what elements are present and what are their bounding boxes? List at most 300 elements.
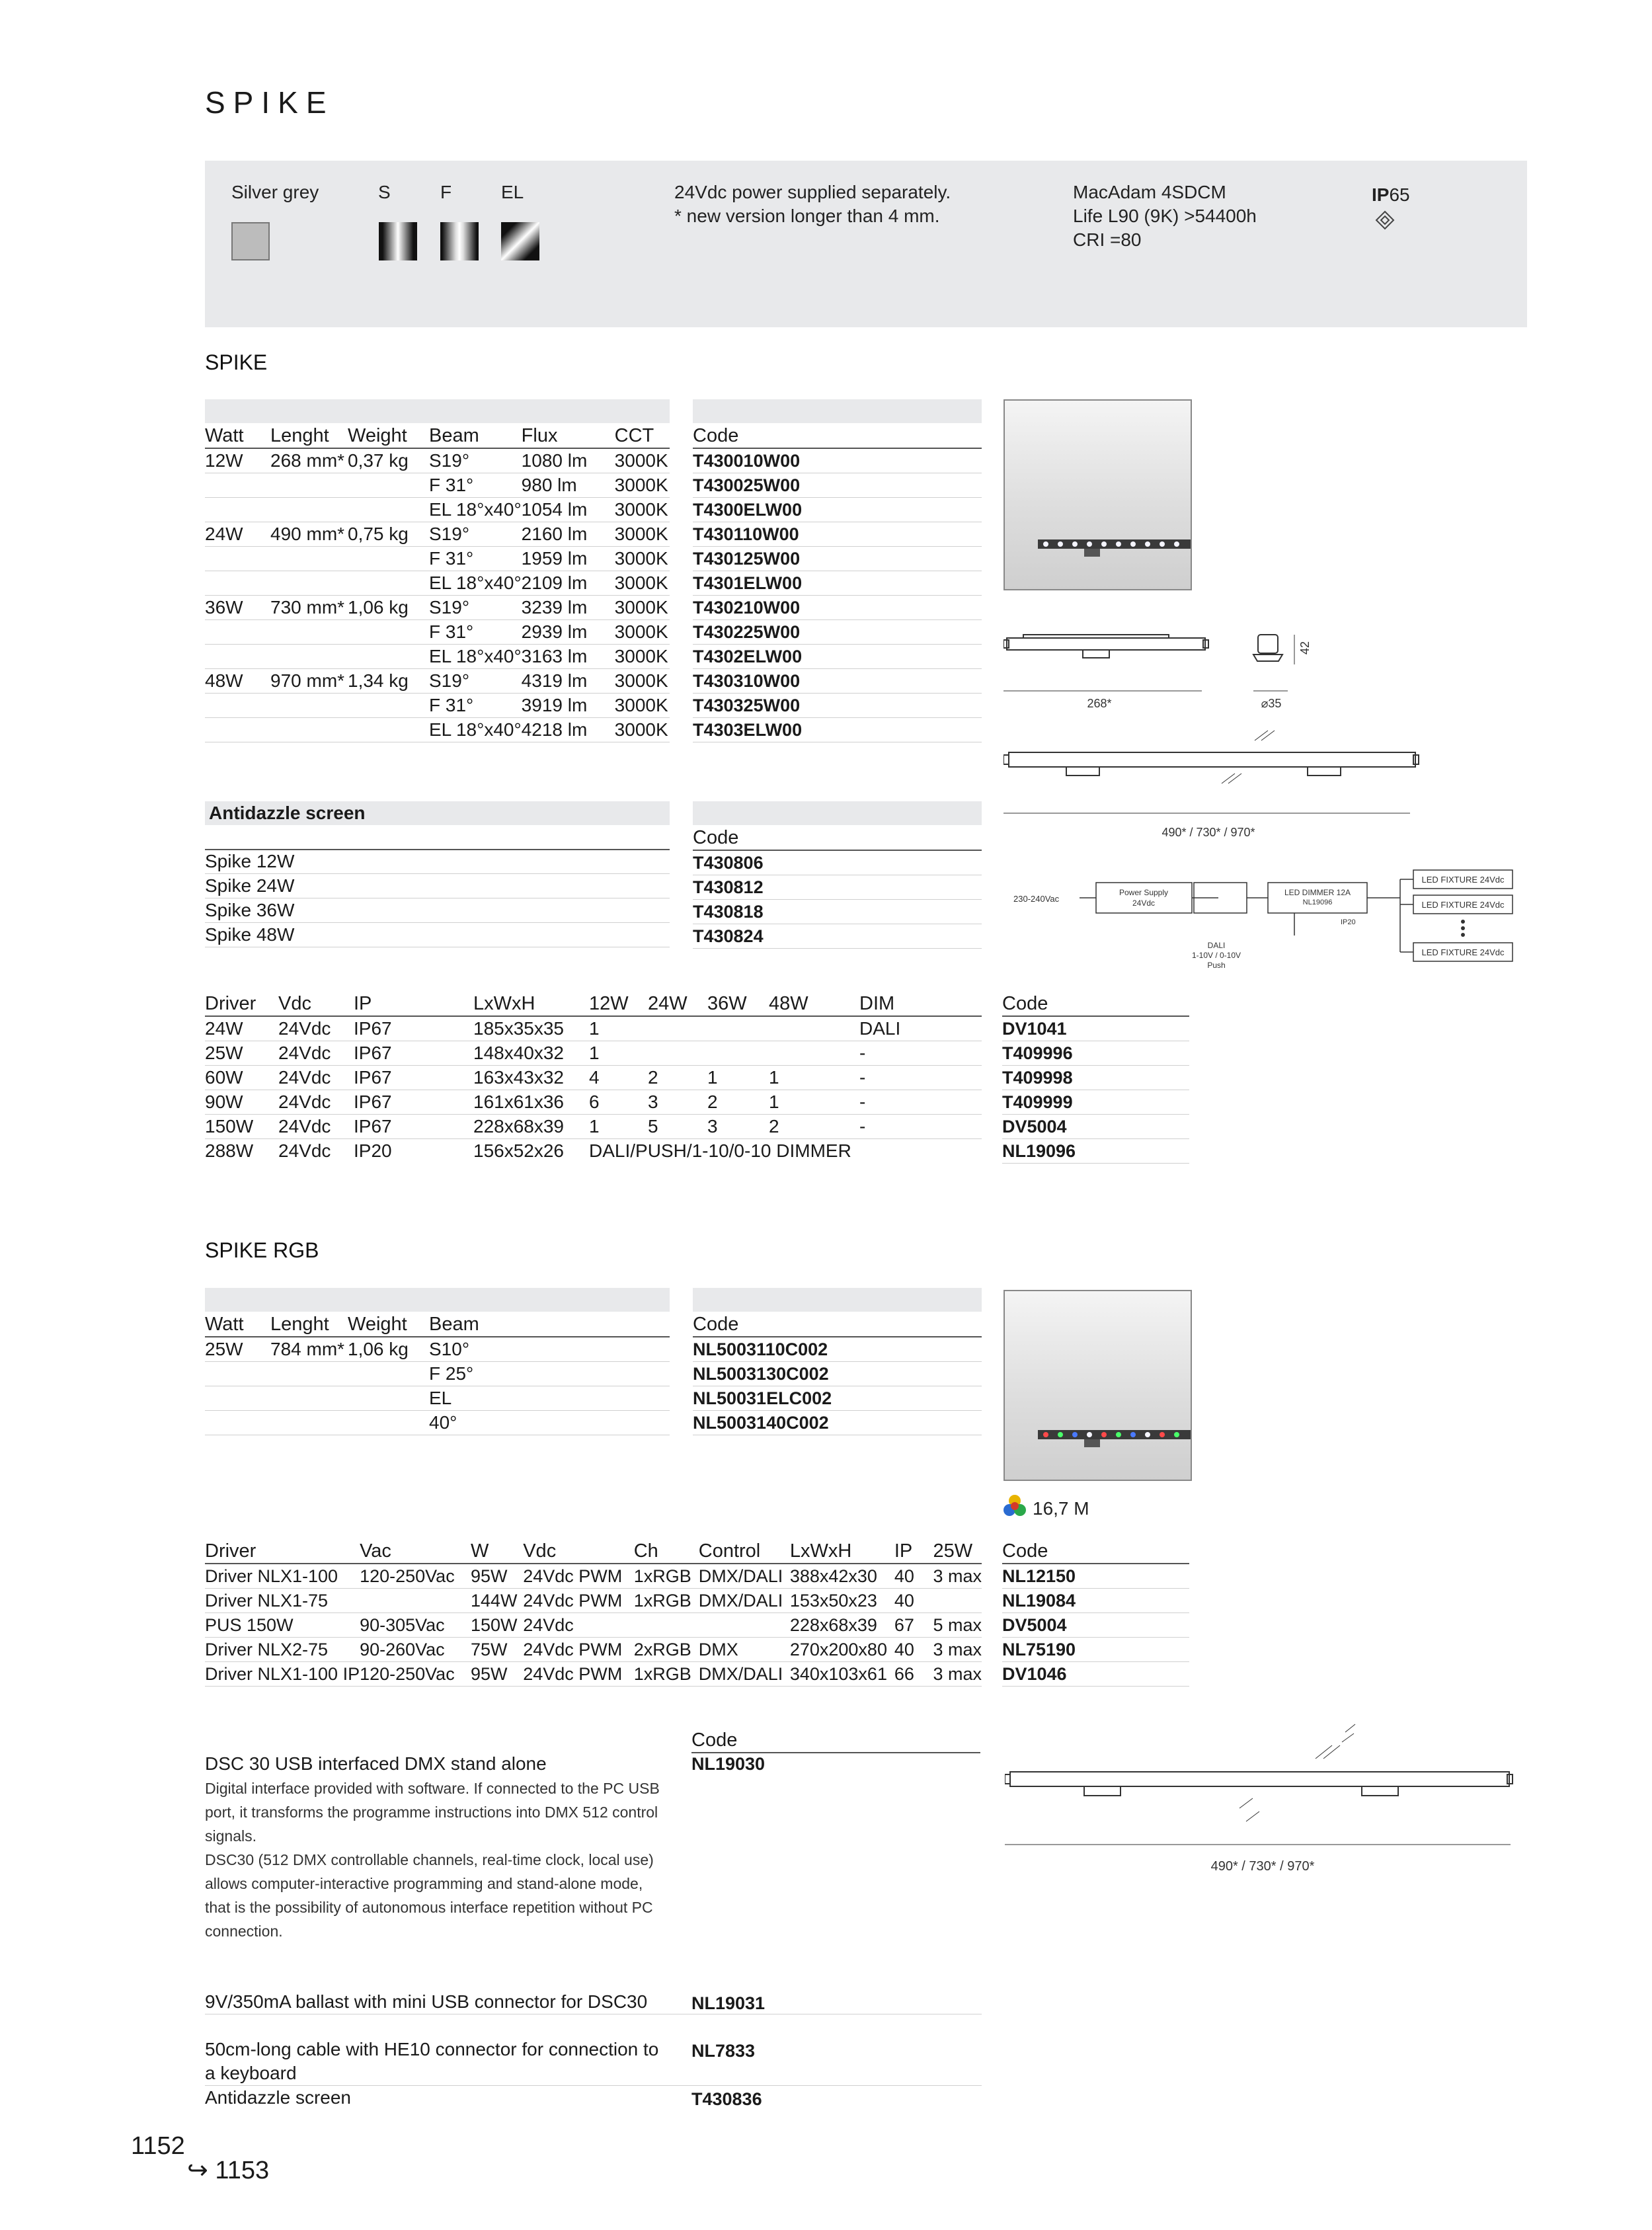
table-cell: 1 <box>589 1115 648 1139</box>
rgb-col-driver: Driver <box>205 1539 360 1564</box>
table-cell: 3 max <box>933 1638 982 1662</box>
table-row <box>205 850 670 874</box>
table-cell: EL <box>429 1386 670 1411</box>
antidazzle-bar <box>205 801 670 825</box>
table-cell: 1,34 kg <box>348 669 429 694</box>
table-cell: F 31° <box>429 473 522 498</box>
table-row <box>205 1613 982 1638</box>
rgb-heading: SPIKE RGB <box>205 1238 319 1262</box>
table-cell: F 31° <box>429 694 522 718</box>
power-line-2: * new version longer than 4 mm. <box>674 206 940 226</box>
code-row <box>693 522 982 547</box>
spike-fixture-image <box>1005 401 1191 589</box>
table-cell: S19° <box>429 522 522 547</box>
dim-35: ⌀35 <box>1261 697 1282 710</box>
led-dot <box>1145 1432 1150 1437</box>
table-cell: 3 max <box>933 1564 982 1589</box>
product-code: T4302ELW00 <box>693 645 982 669</box>
table-cell: 268 mm* <box>270 448 348 473</box>
cable-row <box>205 2038 982 2086</box>
table-cell <box>270 571 348 596</box>
table-cell: IP67 <box>354 1115 473 1139</box>
code-row <box>1002 1662 1189 1687</box>
rgb-col-ch: Ch <box>634 1539 699 1564</box>
ballast-label: 9V/350mA ballast with mini USB connector for DSC30 <box>205 1991 648 2012</box>
led-dot <box>1058 1432 1063 1437</box>
table-cell: 25W <box>205 1041 278 1066</box>
table-cell: 2 <box>769 1115 859 1139</box>
led-dot <box>1087 1432 1092 1437</box>
code-row <box>693 448 982 473</box>
table-cell: 24Vdc PWM <box>523 1589 633 1613</box>
product-code: T4300ELW00 <box>693 498 982 522</box>
antidazzle-item: Spike 48W <box>205 923 670 947</box>
acc-screen-label: Antidazzle screen <box>205 2087 352 2108</box>
col-12w: 12W <box>589 992 648 1016</box>
table-cell: 24Vdc <box>278 1140 331 1161</box>
table-cell: 2160 lm <box>522 522 615 547</box>
col-beam: Beam <box>429 424 522 448</box>
table-cell: 228x68x39 <box>790 1613 894 1638</box>
product-code: DV1041 <box>1002 1016 1189 1041</box>
table-cell: 25W <box>205 1337 270 1362</box>
table-row <box>205 1016 982 1041</box>
table-row <box>205 1411 670 1435</box>
dsc-description-line: allows computer-interactive programming and stand-alone mode, <box>205 1875 643 1892</box>
table-cell <box>270 1411 348 1435</box>
product-code: NL19096 <box>1002 1139 1189 1164</box>
cable-code: NL7833 <box>691 2041 756 2061</box>
code-row <box>693 645 982 669</box>
table-cell: 5 max <box>933 1613 982 1638</box>
table-cell <box>270 1362 348 1386</box>
ip-number: 65 <box>1389 184 1410 205</box>
table-row <box>205 1638 982 1662</box>
product-code: DV5004 <box>1002 1115 1189 1139</box>
product-code: NL12150 <box>1002 1564 1189 1589</box>
table-cell: 3000K <box>615 522 670 547</box>
table-cell: 3000K <box>615 596 670 620</box>
rgb-colors-icon <box>1002 1493 1028 1519</box>
col-ip: IP <box>354 992 473 1016</box>
table-cell <box>348 1362 429 1386</box>
wiring-psu-1: Power Supply <box>1119 888 1169 897</box>
rgb-code-table <box>693 1312 982 1435</box>
table-cell: 6 <box>589 1090 648 1115</box>
table-cell: 95W <box>471 1662 523 1687</box>
table-cell: - <box>859 1090 982 1115</box>
table-row <box>205 1139 982 1164</box>
code-row <box>1002 1589 1189 1613</box>
table-cell: 3919 lm <box>522 694 615 718</box>
col-weight: Weight <box>348 424 429 448</box>
table-cell: 36W <box>205 596 270 620</box>
table-cell: 388x42x30 <box>790 1564 894 1589</box>
wiring-input: 230-240Vac <box>1013 894 1060 904</box>
rgb-dim-long: 490* / 730* / 970* <box>1210 1859 1315 1874</box>
led-dot <box>1043 541 1048 547</box>
spike-heading: SPIKE <box>205 350 268 374</box>
table-cell: 156x52x26 <box>473 1140 565 1161</box>
table-cell: 1 <box>589 1041 648 1066</box>
table-cell <box>270 547 348 571</box>
rgb-col-vdc: Vdc <box>523 1539 633 1564</box>
table-row <box>205 669 670 694</box>
table-cell: 2109 lm <box>522 571 615 596</box>
dim-42: 42 <box>1298 641 1312 655</box>
dsc-description-line: connection. <box>205 1923 283 1940</box>
code-row <box>693 669 982 694</box>
rgb-col-ip: IP <box>894 1539 933 1564</box>
table-cell <box>205 1362 270 1386</box>
table-cell: 2 <box>707 1090 769 1115</box>
table-cell <box>270 645 348 669</box>
led-dot <box>1072 541 1078 547</box>
table-cell: 340x103x61 <box>790 1662 894 1687</box>
table-cell: 3 max <box>933 1662 982 1687</box>
page-number-left: 1152 <box>131 2132 185 2160</box>
code-row <box>693 718 982 742</box>
code-row <box>693 1337 982 1362</box>
col-length: Lenght <box>270 424 348 448</box>
antidazzle-code-header: Code <box>693 826 982 850</box>
table-cell: Driver NLX1-100 <box>205 1564 360 1589</box>
table-cell <box>648 1041 707 1066</box>
rgb-driver-code-header: Code <box>1002 1539 1189 1564</box>
led-dot <box>1058 541 1063 547</box>
col-36w: 36W <box>707 992 769 1016</box>
table-row <box>205 1115 982 1139</box>
dsc-description-line: signals. <box>205 1827 256 1845</box>
table-cell: 67 <box>894 1613 933 1638</box>
diamond-icon <box>1375 210 1395 230</box>
product-code: NL75190 <box>1002 1638 1189 1662</box>
table-cell <box>205 694 270 718</box>
table-row <box>205 1090 982 1115</box>
table-cell <box>933 1589 982 1613</box>
table-cell <box>348 547 429 571</box>
led-dot <box>1116 1432 1121 1437</box>
code-row <box>693 620 982 645</box>
col-lxwxh: LxWxH <box>473 992 589 1016</box>
table-cell: S19° <box>429 669 522 694</box>
col-dim: DIM <box>859 992 982 1016</box>
led-dot <box>1174 1432 1179 1437</box>
product-code: DV5004 <box>1002 1613 1189 1638</box>
product-code: T430806 <box>693 850 982 875</box>
table-cell <box>270 694 348 718</box>
table-cell <box>270 498 348 522</box>
acc-screen-code: T430836 <box>691 2089 762 2109</box>
spec-line-3: CRI =80 <box>1073 229 1142 250</box>
product-code: T409998 <box>1002 1066 1189 1090</box>
rgb-fixture-image <box>1005 1291 1191 1480</box>
table-cell <box>205 645 270 669</box>
col-vdc: Vdc <box>278 992 354 1016</box>
table-cell <box>270 473 348 498</box>
table-cell <box>205 1386 270 1411</box>
wiring-fixture-1: LED FIXTURE 24Vdc <box>1421 875 1505 885</box>
silver-grey-swatch <box>231 222 270 260</box>
table-cell: 1xRGB <box>634 1564 699 1589</box>
led-dot <box>1145 541 1150 547</box>
table-cell: 161x61x36 <box>473 1090 589 1115</box>
code-row <box>1002 1041 1189 1066</box>
table-cell: 5 <box>648 1115 707 1139</box>
table-cell <box>634 1613 699 1638</box>
rgb-colors-label: 16,7 M <box>1033 1498 1089 1519</box>
table-cell: 3000K <box>615 645 670 669</box>
table-cell: 4 <box>589 1066 648 1090</box>
table-cell: 228x68x39 <box>473 1115 589 1139</box>
dim-long: 490* / 730* / 970* <box>1161 826 1255 839</box>
table-cell: 24Vdc <box>523 1613 633 1638</box>
code-row <box>693 547 982 571</box>
table-cell: 730 mm* <box>270 596 348 620</box>
table-cell: EL 18°x40° <box>429 645 522 669</box>
rgb-col-watt: Watt <box>205 1312 270 1337</box>
table-cell <box>360 1589 471 1613</box>
table-cell <box>348 473 429 498</box>
spec-line-1: MacAdam 4SDCM <box>1073 182 1226 202</box>
product-code: T409999 <box>1002 1090 1189 1115</box>
ip-rating <box>1372 183 1410 207</box>
code-row <box>693 596 982 620</box>
rgb-table-bar <box>205 1288 670 1312</box>
spike-product-photo <box>1003 399 1192 590</box>
product-code: T430225W00 <box>693 620 982 645</box>
wiring-diagram <box>1003 859 1526 972</box>
table-cell: 24Vdc PWM <box>523 1638 633 1662</box>
table-row <box>205 1564 982 1589</box>
wiring-control-1: DALI <box>1207 941 1226 950</box>
table-cell <box>205 547 270 571</box>
dsc-description-line: Digital interface provided with software. If connected to the PC USB <box>205 1780 660 1797</box>
col-flux: Flux <box>522 424 615 448</box>
elliptical-beam-icon <box>501 222 539 260</box>
page-title: SPIKE <box>205 85 334 120</box>
table-cell: 1080 lm <box>522 448 615 473</box>
table-cell: 1xRGB <box>634 1662 699 1687</box>
table-row <box>205 620 670 645</box>
table-cell: 40 <box>894 1564 933 1589</box>
table-cell: S10° <box>429 1337 670 1362</box>
next-page-link[interactable] <box>187 2155 269 2185</box>
rgb-col-control: Control <box>699 1539 790 1564</box>
table-cell <box>707 1016 769 1041</box>
table-cell: 24W <box>205 1016 278 1041</box>
table-cell <box>707 1041 769 1066</box>
table-cell: 40 <box>894 1589 933 1613</box>
table-cell: 1,06 kg <box>348 1337 429 1362</box>
table-cell: 24Vdc <box>278 1066 354 1090</box>
table-cell: F 31° <box>429 620 522 645</box>
product-code: T430025W00 <box>693 473 982 498</box>
table-cell: EL 18°x40° <box>429 718 522 742</box>
table-cell: 3239 lm <box>522 596 615 620</box>
antidazzle-table <box>205 850 670 947</box>
table-cell: 4218 lm <box>522 718 615 742</box>
table-row <box>205 645 670 669</box>
table-cell: 1 <box>769 1090 859 1115</box>
rgb-col-weight: Weight <box>348 1312 429 1337</box>
rgb-table <box>205 1312 670 1435</box>
table-cell: 1,06 kg <box>348 596 429 620</box>
table-cell <box>348 1386 429 1411</box>
flood-beam-icon <box>440 222 479 260</box>
rgb-product-photo <box>1003 1290 1192 1481</box>
table-row <box>205 1589 982 1613</box>
table-cell: 270x200x80 <box>790 1638 894 1662</box>
table-cell: 288W <box>205 1140 254 1161</box>
table-cell <box>348 718 429 742</box>
product-code: T430812 <box>693 875 982 900</box>
antidazzle-code-table <box>693 826 982 949</box>
dsc-description <box>205 1776 674 1943</box>
table-cell: 75W <box>471 1638 523 1662</box>
code-header: Code <box>693 424 982 448</box>
table-cell: IP67 <box>354 1090 473 1115</box>
rgb-driver-code-table <box>1002 1539 1189 1687</box>
spot-beam-icon <box>379 222 417 260</box>
rgb-col-25w: 25W <box>933 1539 982 1564</box>
table-cell <box>205 718 270 742</box>
table-cell: 24Vdc <box>278 1016 354 1041</box>
table-cell <box>648 1016 707 1041</box>
code-row <box>693 571 982 596</box>
code-row <box>1002 1016 1189 1041</box>
table-cell: Driver NLX1-100 IP <box>205 1662 360 1687</box>
led-dot <box>1130 541 1136 547</box>
table-cell: 3 <box>648 1090 707 1115</box>
driver-table <box>205 992 982 1163</box>
rgb-code-header: Code <box>693 1312 982 1337</box>
page-number-right: 1153 <box>215 2157 270 2184</box>
table-cell <box>270 1386 348 1411</box>
code-row <box>693 875 982 900</box>
table-cell: 95W <box>471 1564 523 1589</box>
dsc-description-line: port, it transforms the programme instructions into DMX 512 control <box>205 1804 658 1821</box>
table-cell <box>699 1613 790 1638</box>
product-code: T409996 <box>1002 1041 1189 1066</box>
table-cell: PUS 150W <box>205 1613 360 1638</box>
table-cell: 3000K <box>615 669 670 694</box>
spike-table <box>205 424 670 742</box>
table-cell <box>205 473 270 498</box>
table-cell: 150W <box>471 1613 523 1638</box>
rgb-col-lxwxh: LxWxH <box>790 1539 894 1564</box>
table-cell <box>348 694 429 718</box>
wiring-fixture-2: LED FIXTURE 24Vdc <box>1421 900 1505 910</box>
rgb-col-vac: Vac <box>360 1539 471 1564</box>
led-dot <box>1043 1432 1048 1437</box>
table-row <box>205 571 670 596</box>
code-row <box>1002 1613 1189 1638</box>
table-row <box>205 718 670 742</box>
table-cell: 153x50x23 <box>790 1589 894 1613</box>
table-cell: 144W <box>471 1589 523 1613</box>
arrow-icon: ↪ <box>187 2157 208 2184</box>
col-watt: Watt <box>205 424 270 448</box>
table-cell: IP20 <box>354 1140 392 1161</box>
code-row <box>1002 1139 1189 1164</box>
table-cell: 24Vdc PWM <box>523 1662 633 1687</box>
product-code: T4301ELW00 <box>693 571 982 596</box>
table-cell: 148x40x32 <box>473 1041 589 1066</box>
antidazzle-item: Spike 24W <box>205 874 670 898</box>
wiring-dimmer-1: LED DIMMER 12A <box>1284 888 1351 897</box>
code-row <box>1002 1564 1189 1589</box>
code-row <box>693 498 982 522</box>
code-row <box>1002 1090 1189 1115</box>
table-row <box>205 1362 670 1386</box>
table-cell: 3 <box>707 1115 769 1139</box>
table-cell: DMX/DALI <box>699 1589 790 1613</box>
table-cell: 1054 lm <box>522 498 615 522</box>
table-cell: 3000K <box>615 571 670 596</box>
table-cell: 3000K <box>615 620 670 645</box>
table-cell: 4319 lm <box>522 669 615 694</box>
code-row <box>693 473 982 498</box>
table-row <box>205 1662 982 1687</box>
table-cell: Driver NLX1-75 <box>205 1589 360 1613</box>
table-cell: DMX/DALI <box>699 1564 790 1589</box>
product-code: NL50031ELC002 <box>693 1386 982 1411</box>
led-dot <box>1072 1432 1078 1437</box>
led-dot <box>1101 1432 1107 1437</box>
code-row <box>1002 1638 1189 1662</box>
product-code: NL5003130C002 <box>693 1362 982 1386</box>
table-cell <box>348 620 429 645</box>
table-row <box>205 923 670 947</box>
table-cell: S19° <box>429 448 522 473</box>
table-cell: 163x43x32 <box>473 1066 589 1090</box>
product-code: T430125W00 <box>693 547 982 571</box>
product-code: NL5003140C002 <box>693 1411 982 1435</box>
table-row <box>205 694 670 718</box>
rgb-col-w: W <box>471 1539 523 1564</box>
dsc-description-line: DSC30 (512 DMX controllable channels, real-time clock, local use) <box>205 1851 654 1868</box>
table-cell: 24Vdc PWM <box>523 1564 633 1589</box>
table-cell: 24Vdc <box>278 1041 354 1066</box>
code-row <box>693 1362 982 1386</box>
table-cell: DALI <box>859 1016 982 1041</box>
table-cell <box>348 498 429 522</box>
wiring-fixture-3: LED FIXTURE 24Vdc <box>1421 947 1505 957</box>
led-dot <box>1101 541 1107 547</box>
table-cell <box>205 571 270 596</box>
table-cell: 3000K <box>615 718 670 742</box>
table-cell: EL 18°x40° <box>429 571 522 596</box>
dim-268: 268* <box>1087 697 1112 710</box>
table-cell: 24Vdc <box>278 1090 354 1115</box>
wiring-control-3: Push <box>1207 961 1226 970</box>
table-cell: DMX/DALI <box>699 1662 790 1687</box>
table-cell: 0,37 kg <box>348 448 429 473</box>
table-row <box>205 1386 670 1411</box>
product-code: T430824 <box>693 924 982 949</box>
table-cell <box>205 1411 270 1435</box>
wiring-psu-2: 24Vdc <box>1132 898 1156 908</box>
product-code: NL19084 <box>1002 1589 1189 1613</box>
table-cell: 120-250Vac <box>360 1564 471 1589</box>
col-cct: CCT <box>615 424 670 448</box>
table-cell: 2939 lm <box>522 620 615 645</box>
beam-label-el: EL <box>501 182 524 202</box>
spike-code-table <box>693 424 982 742</box>
table-cell: F 31° <box>429 547 522 571</box>
table-row <box>205 1066 982 1090</box>
